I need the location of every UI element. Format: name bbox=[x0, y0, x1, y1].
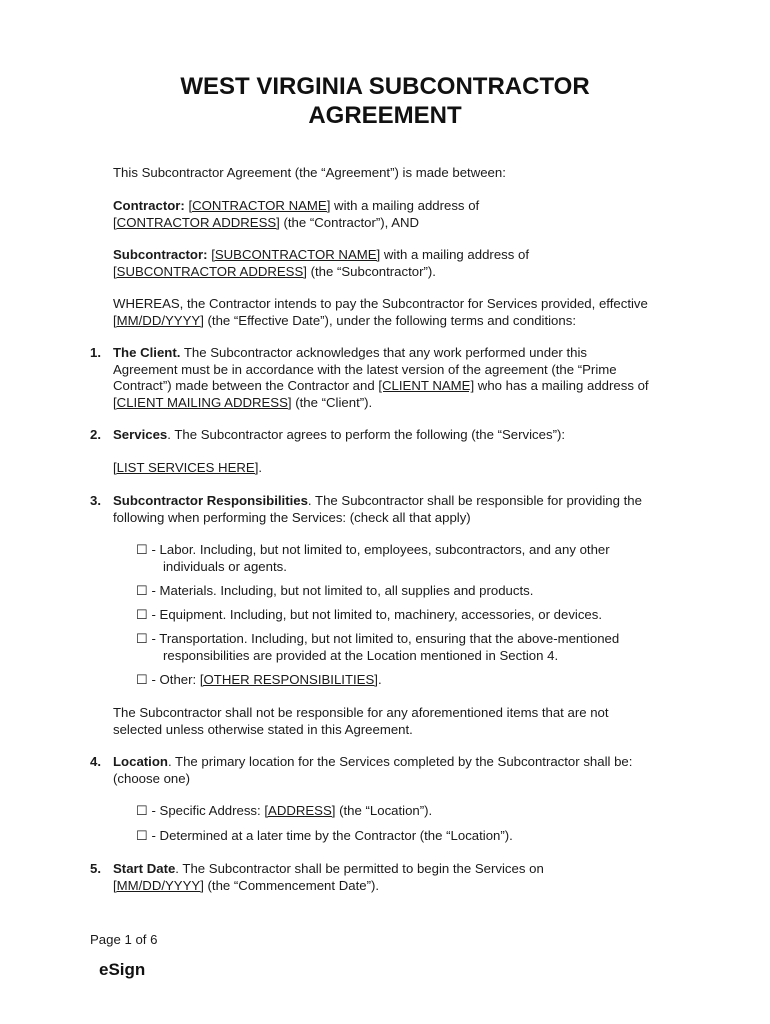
other-tail: . bbox=[377, 672, 382, 687]
section-4-text bbox=[113, 754, 683, 787]
esign-logo: eSign bbox=[99, 960, 146, 979]
page-number: Page 1 of 6 bbox=[90, 932, 158, 947]
section-3-note bbox=[113, 705, 683, 738]
section-2-text bbox=[113, 427, 683, 444]
section-1-text bbox=[113, 345, 683, 411]
checkbox-determined-later[interactable]: ☐ - Determined at a later time by the Contractor (the “Location”). bbox=[136, 828, 513, 843]
title-line-1: WEST VIRGINIA SUBCONTRACTOR bbox=[180, 73, 590, 100]
section-5-line-1: . The Subcontractor shall be permitted to begin the Services on bbox=[175, 861, 544, 876]
section-1-line-4: (the “Client”). bbox=[291, 394, 373, 410]
subcontractor-label: Subcontractor: bbox=[113, 247, 208, 262]
checkbox-other[interactable] bbox=[136, 672, 676, 689]
contractor-mid-text: with a mailing address of bbox=[330, 198, 480, 213]
contractor-tail-text: (the “Contractor”), AND bbox=[279, 214, 420, 230]
section-1-line-2: Agreement must be in accordance with the latest version of the agreement (the “Prime bbox=[113, 361, 617, 377]
section-3-note-line-2: selected unless otherwise stated in this Agreement. bbox=[113, 721, 413, 737]
whereas-paragraph bbox=[113, 296, 683, 329]
section-2-heading: Services bbox=[113, 427, 168, 442]
section-3-line-2: following when performing the Services: (check all that apply) bbox=[113, 509, 471, 525]
checkbox-materials[interactable]: ☐ - Materials. Including, but not limited to, all supplies and products. bbox=[136, 583, 534, 598]
contractor-name-field: [CONTRACTOR NAME] bbox=[188, 198, 331, 213]
transport-line-1: ☐ - Transportation. Including, but not limited to, ensuring that the above-mentioned bbox=[136, 631, 620, 646]
whereas-line-1: WHEREAS, the Contractor intends to pay the Subcontractor for Services provided, effective bbox=[113, 296, 648, 311]
subcontractor-name-field: [SUBCONTRACTOR NAME] bbox=[211, 247, 381, 262]
client-name-field: [CLIENT NAME] bbox=[378, 378, 475, 394]
other-prefix: ☐ - Other: bbox=[136, 672, 200, 687]
specific-address-prefix: ☐ - Specific Address: bbox=[136, 803, 265, 818]
section-1-line-1: The Subcontractor acknowledges that any work performed under this bbox=[180, 345, 587, 360]
section-3-line-1: . The Subcontractor shall be responsible for providing the bbox=[307, 493, 642, 508]
checkbox-specific-address[interactable] bbox=[136, 803, 676, 820]
section-5-heading: Start Date bbox=[113, 861, 176, 876]
commencement-date-field: [MM/DD/YYYY] bbox=[113, 877, 204, 893]
document-title bbox=[0, 72, 770, 130]
section-5-number: 5. bbox=[90, 861, 101, 876]
section-5-text bbox=[113, 861, 683, 894]
subcontractor-tail-text: (the “Subcontractor”). bbox=[306, 263, 436, 279]
section-1-number: 1. bbox=[90, 345, 101, 360]
section-3-number: 3. bbox=[90, 493, 101, 508]
section-3-note-line-1: The Subcontractor shall not be responsible for any aforementioned items that are not bbox=[113, 705, 609, 720]
section-1-heading: The Client. bbox=[113, 345, 181, 360]
intro-paragraph: This Subcontractor Agreement (the “Agreement”) is made between: bbox=[113, 165, 506, 180]
subcontractor-paragraph bbox=[113, 247, 683, 280]
contractor-paragraph bbox=[113, 198, 683, 231]
section-2-body: . The Subcontractor agrees to perform the following (the “Services”): bbox=[167, 427, 566, 442]
subcontractor-mid-text: with a mailing address of bbox=[380, 247, 530, 262]
services-list-line bbox=[113, 460, 683, 477]
title-line-2: AGREEMENT bbox=[308, 102, 462, 129]
section-4-number: 4. bbox=[90, 754, 101, 769]
effective-date-field: [MM/DD/YYYY] bbox=[113, 312, 204, 328]
section-4-line-2: (choose one) bbox=[113, 770, 190, 786]
whereas-tail: (the “Effective Date”), under the following terms and conditions: bbox=[203, 312, 576, 328]
section-4-heading: Location bbox=[113, 754, 168, 769]
section-5-tail: (the “Commencement Date”). bbox=[203, 877, 380, 893]
checkbox-equipment[interactable]: ☐ - Equipment. Including, but not limited to, machinery, accessories, or devices. bbox=[136, 607, 603, 622]
labor-line-1: ☐ - Labor. Including, but not limited to, employees, subcontractors, and any other bbox=[136, 542, 610, 557]
subcontractor-address-field: [SUBCONTRACTOR ADDRESS] bbox=[113, 263, 307, 279]
section-4-line-1: . The primary location for the Services completed by the Subcontractor shall be: bbox=[167, 754, 633, 769]
section-2-number: 2. bbox=[90, 427, 101, 442]
transport-line-2: responsibilities are provided at the Location mentioned in Section 4. bbox=[163, 647, 559, 663]
section-3-heading: Subcontractor Responsibilities bbox=[113, 493, 308, 508]
contractor-address-field: [CONTRACTOR ADDRESS] bbox=[113, 214, 280, 230]
labor-line-2: individuals or agents. bbox=[163, 558, 287, 574]
checkbox-labor[interactable] bbox=[136, 542, 676, 575]
services-list-tail: . bbox=[258, 460, 263, 475]
services-list-field: [LIST SERVICES HERE] bbox=[113, 460, 259, 475]
client-address-field: [CLIENT MAILING ADDRESS] bbox=[113, 394, 292, 410]
checkbox-transportation[interactable] bbox=[136, 631, 676, 664]
section-1-line-3b: who has a mailing address of bbox=[474, 378, 649, 394]
other-responsibilities-field: [OTHER RESPONSIBILITIES] bbox=[199, 672, 378, 687]
address-field: [ADDRESS] bbox=[264, 803, 336, 818]
specific-address-tail: (the “Location”). bbox=[335, 803, 433, 818]
section-1-line-3a: Contract”) made between the Contractor and bbox=[113, 378, 379, 394]
contractor-label: Contractor: bbox=[113, 198, 185, 213]
section-3-text bbox=[113, 493, 683, 526]
